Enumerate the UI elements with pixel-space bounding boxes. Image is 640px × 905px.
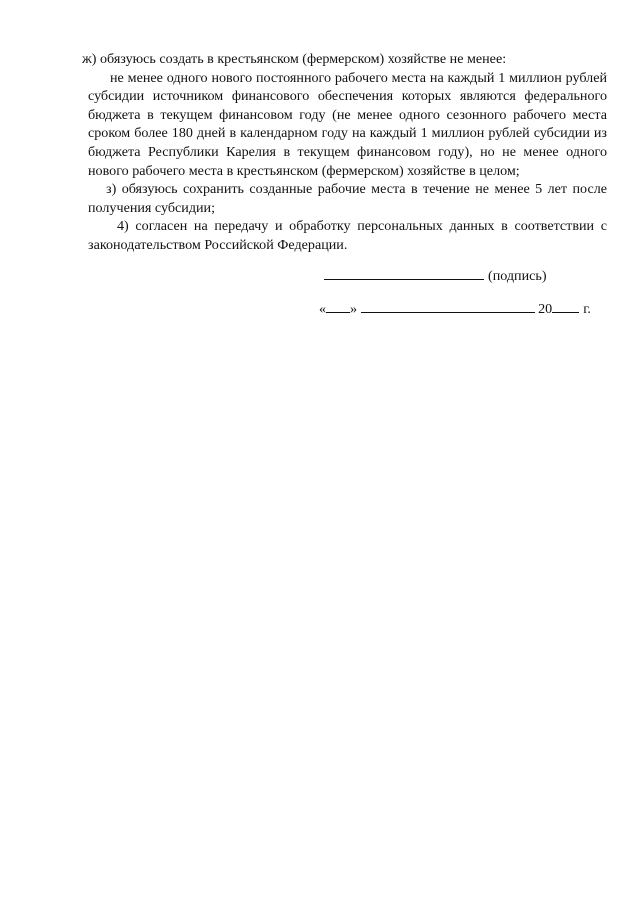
year-prefix: 20: [538, 301, 553, 317]
item-4-paragraph: 4) согласен на передачу и обработку персональных данных в соответствии с законодательством Российской Федерации.: [88, 218, 607, 253]
date-close-quote: »: [350, 301, 358, 317]
date-line: [319, 298, 591, 319]
signature-line: [324, 265, 547, 286]
year-blank: [552, 298, 579, 313]
document-body: [82, 50, 607, 255]
month-blank: [361, 298, 535, 313]
day-blank: [326, 298, 350, 313]
signature-label: (подпись): [488, 268, 547, 284]
year-suffix: г.: [583, 301, 591, 317]
signature-blank: [324, 265, 484, 280]
item-z-paragraph: з) обязуюсь сохранить созданные рабочие места в течение не менее 5 лет после получения субсидии;: [88, 181, 607, 216]
item-zh-paragraph: ж) обязуюсь создать в крестьянском (фермерском) хозяйстве не менее:: [82, 51, 507, 67]
item-zh-subparagraph: не менее одного нового постоянного рабочего места на каждый 1 миллион рублей субсидии источником финансового обеспечения которых являются федерального бюджета в текущем финансовом году (не менее одного сезонного рабочего места сроком более 180 дней в календарном году на каждый 1 миллион рублей субсидии из бюджета Республики Карелия в текущем финансовом году), но не менее одного нового рабочего места в крестьянском (фермерском) хозяйстве в целом;: [88, 69, 607, 179]
date-open-quote: «: [319, 301, 327, 317]
